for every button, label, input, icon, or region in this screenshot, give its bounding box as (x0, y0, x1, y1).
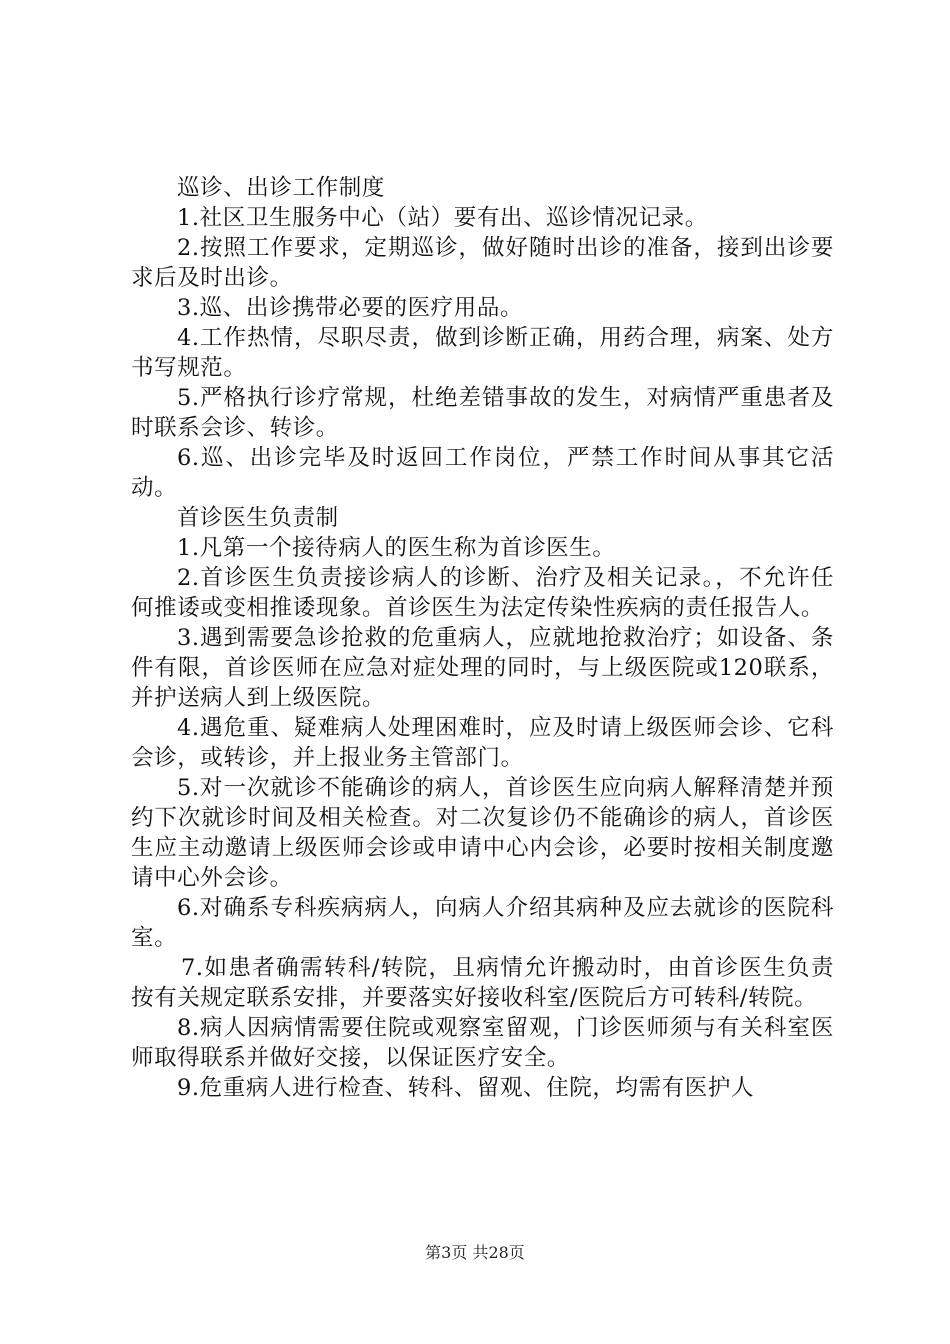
paragraph: 5.严格执行诊疗常规，杜绝差错事故的发生，对病情严重患者及时联系会诊、转诊。 (131, 385, 834, 441)
section-heading-first-doctor: 首诊医生负责制 (177, 505, 339, 531)
document-body (131, 173, 834, 1103)
paragraph: 2.首诊医生负责接诊病人的诊断、治疗及相关记录。，不允许任何推诿或变相推诿现象。首诊医生为法定传染性疾病的责任报告人。 (131, 565, 834, 621)
paragraph: 4.遇危重、疑难病人处理困难时，应及时请上级医师会诊、它科会诊，或转诊，并上报业务主管部门。 (131, 715, 834, 771)
paragraph: 5.对一次就诊不能确诊的病人，首诊医生应向病人解释清楚并预约下次就诊时间及相关检查。对二次复诊仍不能确诊的病人，首诊医生应主动邀请上级医师会诊或申请中心内会诊，必要时按相关制度邀请中心外会诊。 (131, 775, 834, 891)
paragraph: 9.危重病人进行检查、转科、留观、住院，均需有医护人 (177, 1075, 755, 1101)
paragraph: 1.凡第一个接待病人的医生称为首诊医生。 (177, 535, 616, 561)
paragraph: 1.社区卫生服务中心（站）要有出、巡诊情况记录。 (177, 205, 708, 231)
page-footer: 第3页 共28页 (425, 1243, 525, 1262)
paragraph: 6.对确系专科疾病病人，向病人介绍其病种及应去就诊的医院科室。 (131, 895, 834, 951)
paragraph: 8.病人因病情需要住院或观察室留观，门诊医师须与有关科室医师取得联系并做好交接，以保证医疗安全。 (131, 1015, 834, 1071)
paragraph: 2.按照工作要求，定期巡诊，做好随时出诊的准备，接到出诊要求后及时出诊。 (131, 235, 834, 291)
paragraph: 3.遇到需要急诊抢救的危重病人，应就地抢救治疗；如设备、条件有限，首诊医师在应急对症处理的同时，与上级医院或120联系，并护送病人到上级医院。 (131, 625, 834, 711)
paragraph: 4.工作热情，尽职尽责，做到诊断正确，用药合理，病案、处方书写规范。 (131, 325, 834, 381)
paragraph: 3.巡、出诊携带必要的医疗用品。 (177, 295, 524, 321)
paragraph: 6.巡、出诊完毕及时返回工作岗位，严禁工作时间从事其它活动。 (131, 445, 834, 501)
paragraph: 7.如患者确需转科/转院，且病情允许搬动时，由首诊医生负责按有关规定联系安排，并要落实好接收科室/医院后方可转科/转院。 (131, 955, 834, 1011)
section-heading-patrol-visit: 巡诊、出诊工作制度 (177, 175, 385, 201)
